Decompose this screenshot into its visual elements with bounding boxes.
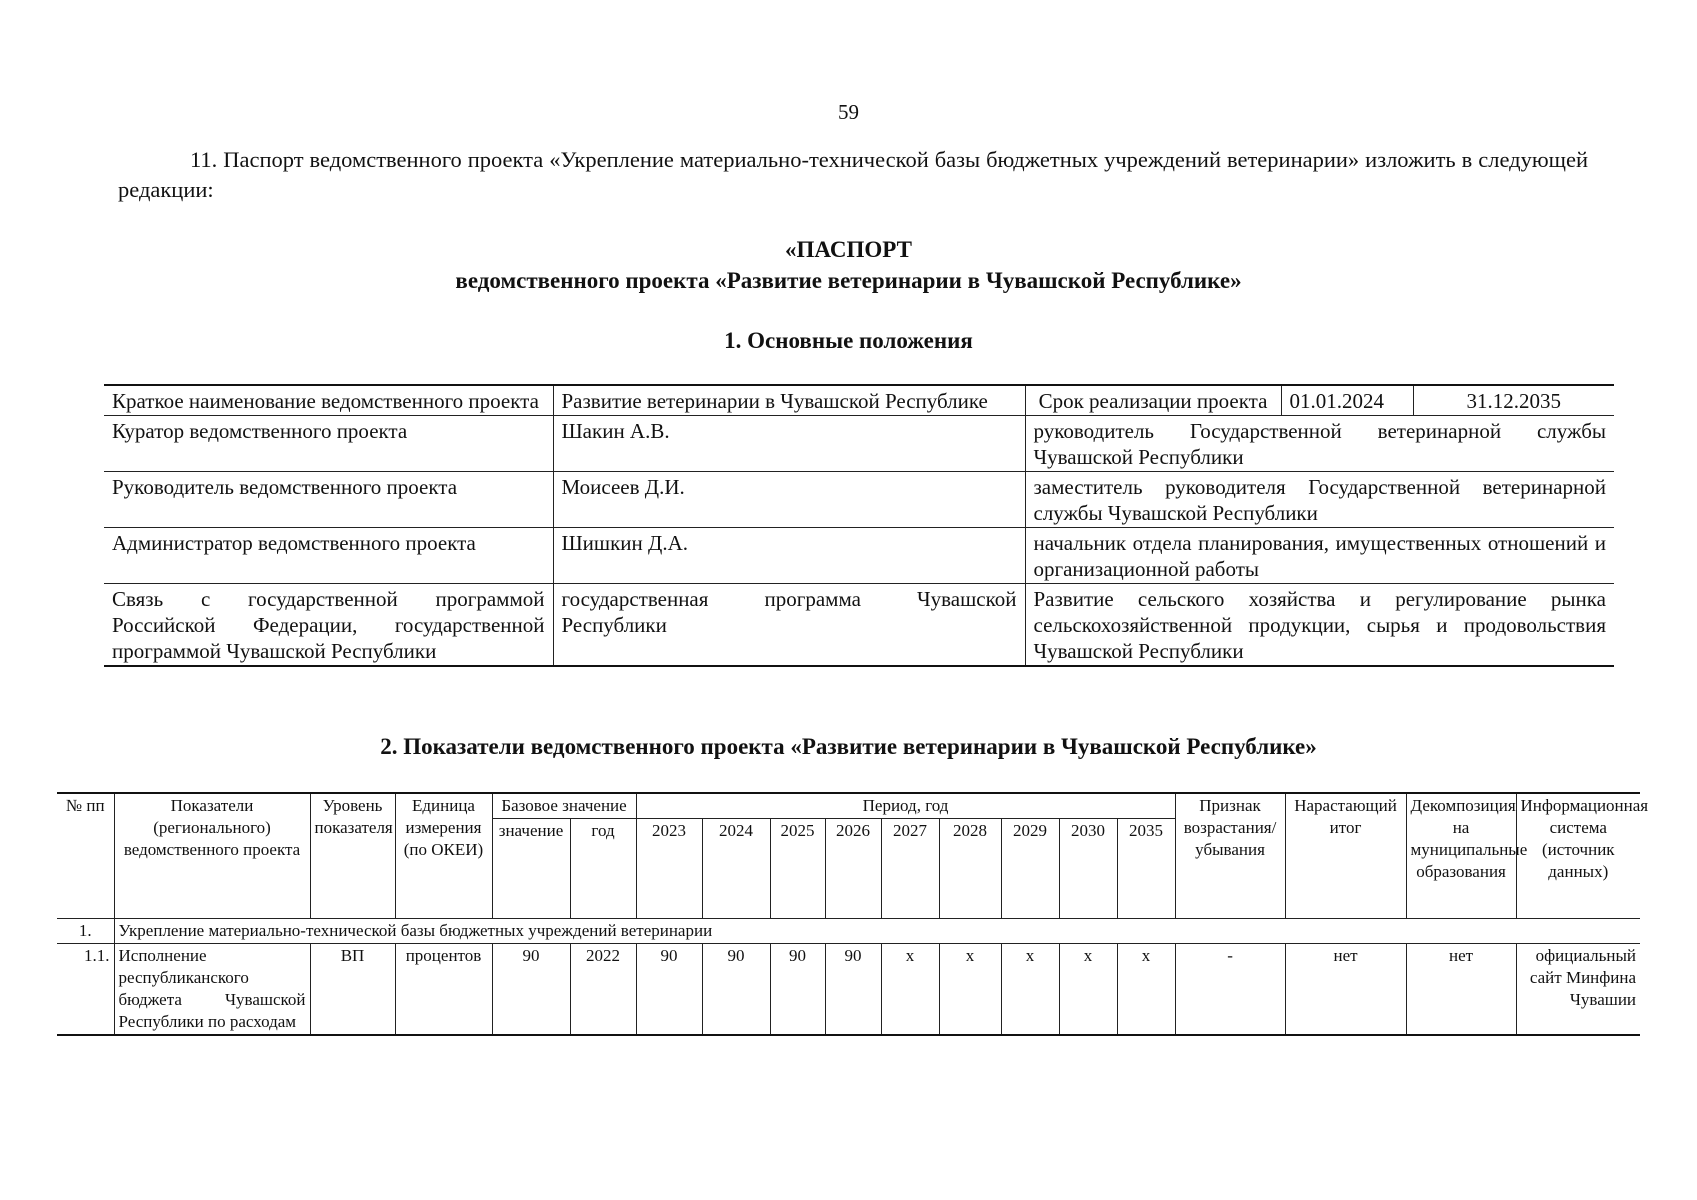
link-program-name: Развитие сельского хозяйства и регулирование рынка сельскохозяйственной продукции, сырья и продовольствия Чувашской Республики (1025, 584, 1614, 667)
col-info-system-header: Информационная система (источник данных) (1516, 793, 1640, 919)
table-row (104, 472, 1614, 528)
row-level: ВП (310, 944, 395, 1036)
table-row (104, 385, 1614, 416)
year-header: 2027 (881, 819, 939, 919)
head-position: заместитель руководителя Государственной ветеринарной службы Чувашской Республики (1025, 472, 1614, 528)
table-group-row (57, 919, 1640, 944)
row-unit: процентов (395, 944, 492, 1036)
section2-title: 2. Показатели ведомственного проекта «Развитие ветеринарии в Чувашской Республике» (380, 734, 1317, 759)
col-base-year-header: год (570, 819, 636, 919)
row-value-2023: 90 (636, 944, 702, 1036)
col-base-header: Базовое значение (492, 793, 636, 819)
row-decomposition: нет (1406, 944, 1516, 1036)
row-value-2029: x (1001, 944, 1059, 1036)
row-num: 1.1. (57, 944, 114, 1036)
term-label: Срок реализации проекта (1025, 385, 1281, 416)
year-header: 2026 (825, 819, 881, 919)
short-name-label: Краткое наименование ведомственного проекта (104, 385, 553, 416)
row-cumulative: нет (1285, 944, 1406, 1036)
row-value-2026: 90 (825, 944, 881, 1036)
term-start: 01.01.2024 (1281, 385, 1413, 416)
table-row (57, 944, 1640, 1036)
col-decomposition-header: Декомпозиция на муниципальные образования (1406, 793, 1516, 919)
page-number: 59 (838, 100, 859, 124)
curator-position: руководитель Государственной ветеринарной службы Чувашской Республики (1025, 416, 1614, 472)
link-label: Связь с государственной программой Российской Федерации, государственной программой Чувашской Республики (104, 584, 553, 667)
table-row (104, 584, 1614, 667)
row-value-2028: x (939, 944, 1001, 1036)
admin-name: Шишкин Д.А. (553, 528, 1025, 584)
year-header: 2024 (702, 819, 770, 919)
row-name: Исполнение республиканского бюджета Чувашской Республики по расходам (114, 944, 310, 1036)
col-unit-header: Единица измерения (по ОКЕИ) (395, 793, 492, 919)
col-base-value-header: значение (492, 819, 570, 919)
row-value-2030: x (1059, 944, 1117, 1036)
row-sign: - (1175, 944, 1285, 1036)
table-row (104, 528, 1614, 584)
col-name-header: Показатели (регионального) ведомственного проекта (114, 793, 310, 919)
table-row (104, 416, 1614, 472)
year-header: 2030 (1059, 819, 1117, 919)
short-name-value: Развитие ветеринарии в Чувашской Республике (553, 385, 1025, 416)
passport-title: «ПАСПОРТ (785, 237, 912, 262)
year-header: 2029 (1001, 819, 1059, 919)
indicators-table (57, 792, 1649, 1036)
row-value-2025: 90 (770, 944, 825, 1036)
col-period-header: Период, год (636, 793, 1175, 819)
intro-paragraph (118, 145, 1588, 205)
year-header: 2023 (636, 819, 702, 919)
admin-label: Администратор ведомственного проекта (104, 528, 553, 584)
passport-subtitle: ведомственного проекта «Развитие ветеринарии в Чувашской Республике» (455, 268, 1242, 293)
row-info-system: официальный сайт Минфина Чувашии (1516, 944, 1640, 1036)
intro-text: 11. Паспорт ведомственного проекта «Укрепление материально-технической базы бюджетных учреждений ветеринарии» изложить в следующей редакции: (118, 147, 1588, 202)
curator-name: Шакин А.В. (553, 416, 1025, 472)
col-num-header: № пп (57, 793, 114, 919)
section1-title: 1. Основные положения (724, 328, 973, 353)
admin-position: начальник отдела планирования, имущественных отношений и организационной работы (1025, 528, 1614, 584)
head-label: Руководитель ведомственного проекта (104, 472, 553, 528)
head-name: Моисеев Д.И. (553, 472, 1025, 528)
row-base-value: 90 (492, 944, 570, 1036)
year-header: 2028 (939, 819, 1001, 919)
col-sign-header: Признак возрастания/ убывания (1175, 793, 1285, 919)
group-title: Укрепление материально-технической базы бюджетных учреждений ветеринарии (114, 919, 1640, 944)
row-value-2027: x (881, 944, 939, 1036)
link-program-type: государственная программа Чувашской Республики (553, 584, 1025, 667)
row-base-year: 2022 (570, 944, 636, 1036)
basics-table (104, 384, 1614, 667)
group-num: 1. (57, 919, 114, 944)
year-header: 2025 (770, 819, 825, 919)
col-level-header: Уровень показателя (310, 793, 395, 919)
curator-label: Куратор ведомственного проекта (104, 416, 553, 472)
row-value-2024: 90 (702, 944, 770, 1036)
table-header-row (57, 793, 1640, 819)
term-end: 31.12.2035 (1413, 385, 1614, 416)
col-cumulative-header: Нарастающий итог (1285, 793, 1406, 919)
row-value-2035: x (1117, 944, 1175, 1036)
year-header: 2035 (1117, 819, 1175, 919)
